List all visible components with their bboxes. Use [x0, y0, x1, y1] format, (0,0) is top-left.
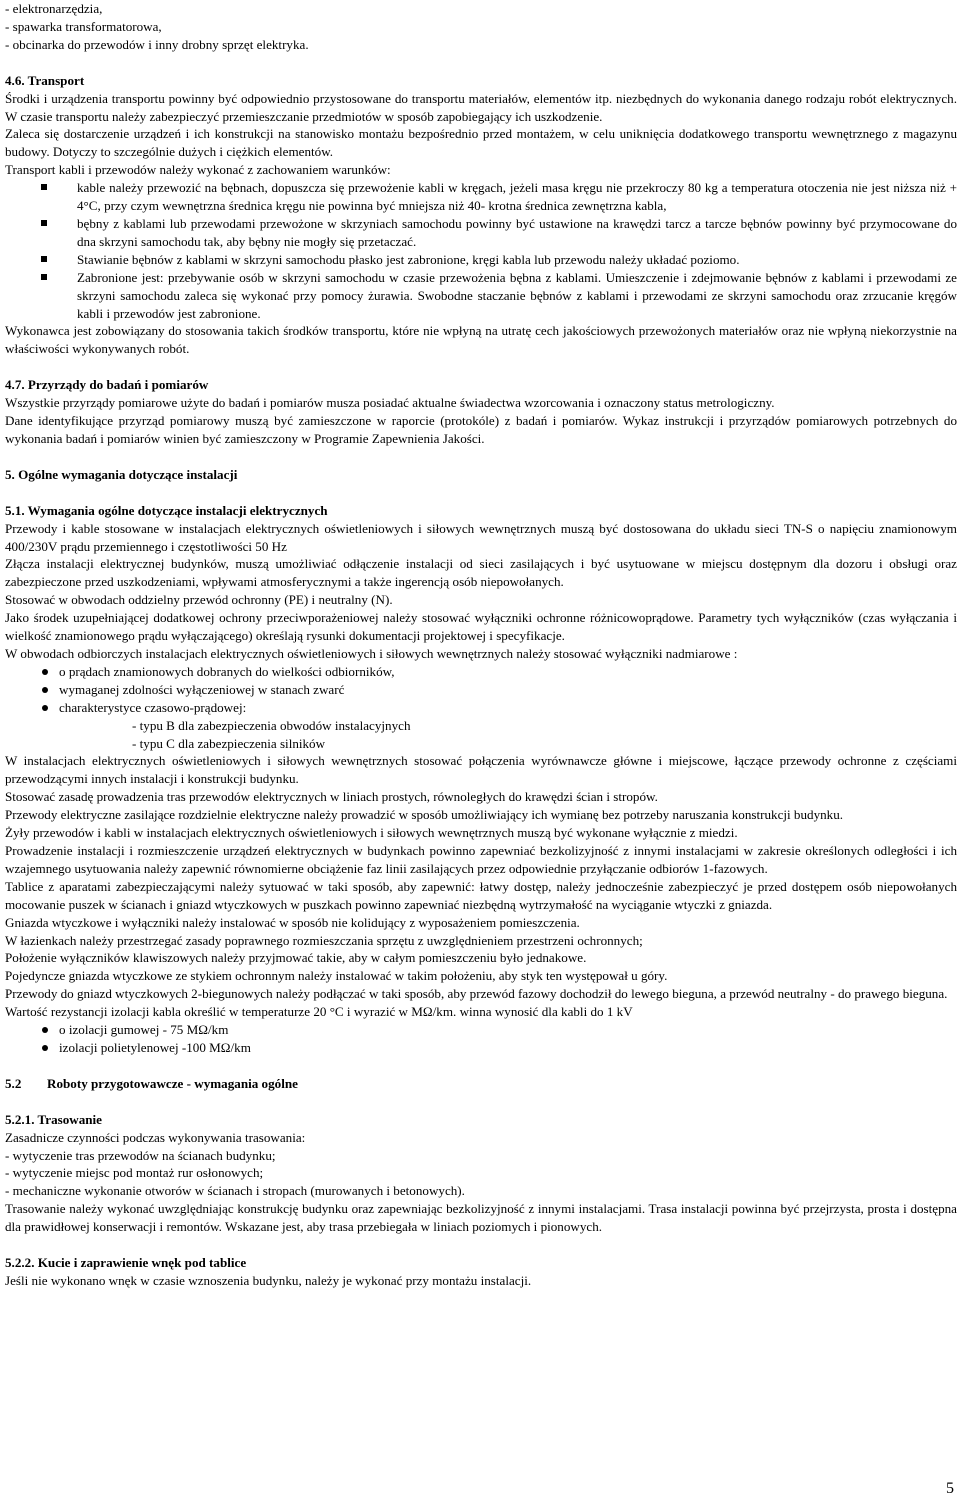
paragraph: W instalacjach elektrycznych oświetleniowych i siłowych wewnętrznych stosować połączenia wyrównawcze główne i miejscowe, łączące przewody ochronne z częściami przewodzącymi innych instalacji i konstrukcji budynku. [5, 753, 957, 787]
page-number: 5 [946, 1480, 954, 1497]
paragraph: Środki i urządzenia transportu powinny być odpowiednio przystosowane do transportu materiałów, elementów itp. niezbędnych do wykonania danego rodzaju robót elektrycznych. W czasie transportu należy zabezpieczyć przemieszczanie przedmiotów w sposób zapobiegający ich uszkodzenie. [5, 90, 957, 124]
section-heading-5-2-1: 5.2.1. Trasowanie [5, 1111, 102, 1127]
paragraph: Położenie wyłączników klawiszowych należy przyjmować takie, aby w całym pomieszczeniu było jednakowe. [5, 950, 587, 966]
paragraph: Wszystkie przyrządy pomiarowe użyte do badań i pomiarów musza posiadać aktualne świadectwa wzorcowania i oznaczony status metrologiczny. [5, 395, 775, 411]
paragraph: Wykonawca jest zobowiązany do stosowania takich środków transportu, które nie wpłyną na utratę cech jakościowych przewożonych materiałów oraz nie wpłyną niekorzystnie na właściwości wykonywanych robót. [5, 323, 957, 357]
paragraph: Złącza instalacji elektrycznej budynków, muszą umożliwiać odłączenie instalacji od sieci zasilających i być usytuowane w miejscu dostępnym dla dozoru i obsługi oraz zabezpieczone przed uszkodzeniami, wpływami atmosferycznymi a także ingerencją osób niepowołanych. [5, 556, 957, 590]
paragraph: Przewody elektryczne zasilające rozdzielnie elektryczne należy prowadzić w sposób umożliwiający ich wymianę bez potrzeby naruszania konstrukcji budynku. [5, 807, 844, 823]
list-item: Zabronione jest: przebywanie osób w skrzyni samochodu w czasie przewożenia bębna z kablami. Umieszczenie i zdejmowanie bębnów z kablami i przewodami ze skrzyni samochodu zaleca się wykonać przy pomocy żurawia. Swobodne staczanie bębnów z kablami i przewodami ze skrzyni samochodu oraz zrzucanie kręgów kabli i przewodów jest zabronione. [5, 269, 957, 323]
section-number: 5.2 [5, 1075, 22, 1091]
paragraph: Zasadnicze czynności podczas wykonywania trasowania: [5, 1129, 306, 1145]
insulation-values-list [5, 1021, 957, 1057]
list-item: - wytyczenie miejsc pod montaż rur osłonowych; [5, 1165, 264, 1181]
paragraph: W łazienkach należy przestrzegać zasady poprawnego rozmieszczania sprzętu z uwzględnieniem przestrzeni ochronnych; [5, 932, 643, 948]
list-item: Stawianie bębnów z kablami w skrzyni samochodu płasko jest zabronione, kręgi kabla lub przewodu należy układać poziomo. [5, 251, 957, 269]
paragraph: Wartość rezystancji izolacji kabla określić w temperaturze 20 °C i wyrazić w MΩ/km. winna wynosić dla kabli do 1 kV [5, 1004, 633, 1020]
paragraph: Pojedyncze gniazda wtyczkowe ze stykiem ochronnym należy instalować w takim położeniu, aby styk ten występował u góry. [5, 968, 668, 984]
section-heading-4-7: 4.7. Przyrządy do badań i pomiarów [5, 377, 209, 393]
list-item: charakterystyce czasowo-prądowej: [5, 699, 957, 717]
paragraph: Zaleca się dostarczenie urządzeń i ich konstrukcji na stanowisko montażu bezpośrednio przed montażem, w celu uniknięcia dodatkowego transportu wewnętrznego z magazynu budowy. Dotyczy to szczególnie dużych i ciężkich elementów. [5, 126, 957, 160]
top-list-item: - obcinarka do przewodów i inny drobny sprzęt elektryka. [5, 36, 309, 52]
list-item: wymaganej zdolności wyłączeniowej w stanach zwarć [5, 681, 957, 699]
list-item: o prądach znamionowych dobranych do wielkości odbiorników, [5, 663, 957, 681]
list-item: kable należy przewozić na bębnach, dopuszcza się przewożenie kabli w kręgach, jeżeli masa kręgu nie przekroczy 80 kg a temperatura otoczenia nie jest niższa niż + 4°C, przy czym wewnętrzna średnica kręgu nie powinna być mniejsza niż 40- krotna średnica zewnętrzna kabla, [5, 179, 957, 215]
paragraph: Transport kabli i przewodów należy wykonać z zachowaniem warunków: [5, 162, 391, 178]
paragraph: Dane identyfikujące przyrząd pomiarowy muszą być zamieszczone w raporcie (protokóle) z badań i pomiarów. Wykaz instrukcji i przyrządów pomiarowych potrzebnych do wykonania badań i pomiarów winien być zamieszczony w Programie Zapewnienia Jakości. [5, 413, 957, 446]
section-heading-5: 5. Ogólne wymagania dotyczące instalacji [5, 466, 238, 482]
paragraph: Trasowanie należy wykonać uwzględniając konstrukcję budynku oraz zapewniając bezkolizyjność z innymi instalacjami. Trasa instalacji powinna być przejrzysta, prosta i dostępna dla prawidłowej konserwacji i remontów. Wskazane jest, aby trasa przebiegała w liniach poziomych i pionowych. [5, 1201, 957, 1235]
paragraph: Jako środek uzupełniającej dodatkowej ochrony przeciwporażeniowej należy stosować wyłączniki ochronne różnicowoprądowe. Parametry tych wyłączników (czas wyłączania i wielkość znamionowego prądu wyłączającego) określają rysunki dokumentacji projektowej i specyfikacje. [5, 610, 957, 644]
paragraph: Gniazda wtyczkowe i wyłączniki należy instalować w sposób nie kolidujący z wyposażeniem pomieszczenia. [5, 914, 580, 930]
paragraph: Żyły przewodów i kabli w instalacjach elektrycznych oświetleniowych i siłowych wewnętrznych muszą być wykonane wyłącznie z miedzi. [5, 825, 738, 841]
paragraph: Prowadzenie instalacji i rozmieszczenie urządzeń elektrycznych w budynkach powinno zapewniać bezkolizyjność z innymi instalacjami w zakresie określonych odległości i ich wzajemnego usytuowania należy zapewnić równomierne obciążenie faz linii zasilających przez odpowiednie przyłączanie odbiorów 1-fazowych. [5, 842, 957, 876]
section-heading-4-6: 4.6. Transport [5, 72, 85, 88]
paragraph: Stosować zasadę prowadzenia tras przewodów elektrycznych w liniach prostych, równoległych do krawędzi ścian i stropów. [5, 789, 658, 805]
list-item: - mechaniczne wykonanie otworów w ścianach i stropach (murowanych i betonowych). [5, 1183, 465, 1199]
sub-list-item: - typu B dla zabezpieczenia obwodów instalacyjnych [132, 717, 411, 733]
section-title: Roboty przygotowawcze - wymagania ogólne [47, 1075, 298, 1091]
breaker-requirements-list [5, 663, 957, 717]
paragraph: W obwodach odbiorczych instalacjach elektrycznych oświetleniowych i siłowych wewnętrznych należy stosować wyłączniki nadmiarowe : [5, 646, 738, 661]
section-heading-5-1: 5.1. Wymagania ogólne dotyczące instalacji elektrycznych [5, 502, 328, 518]
paragraph: Stosować w obwodach oddzielny przewód ochronny (PE) i neutralny (N). [5, 592, 393, 608]
paragraph: Przewody i kable stosowane w instalacjach elektrycznych oświetleniowych i siłowych wewnętrznych muszą być dostosowana do układu sieci TN-S o napięciu znamionowym 400/230V prądu przemiennego i częstotliwości 50 Hz [5, 520, 957, 554]
top-list-item: - spawarka transformatorowa, [5, 18, 162, 34]
section-heading-5-2-2: 5.2.2. Kucie i zaprawienie wnęk pod tablice [5, 1255, 247, 1271]
top-list-item: - elektronarzędzia, [5, 1, 103, 16]
list-item: izolacji polietylenowej -100 MΩ/km [5, 1039, 957, 1057]
paragraph: Przewody do gniazd wtyczkowych 2-biegunowych należy podłączać w taki sposób, aby przewód fazowy dochodził do lewego bieguna, a przewód neutralny - do prawego bieguna. [5, 986, 948, 1002]
document-page [5, 0, 957, 1290]
section-heading-5-2 [5, 1075, 957, 1093]
list-item: o izolacji gumowej - 75 MΩ/km [5, 1021, 957, 1039]
transport-conditions-list [5, 179, 957, 322]
sub-list-item: - typu C dla zabezpieczenia silników [132, 735, 326, 751]
paragraph: Tablice z aparatami zabezpieczającymi należy sytuować w taki sposób, aby zapewnić: łatwy dostęp, należy jednocześnie zabezpieczyć je przed dostępem osób niepowołanych mocowanie puszek w ścianach i gniazd wtyczkowych w puszkach powinno zapewniać niezbędną wytrzymałość na wyciąganie wtyczki z gniazda. [5, 878, 957, 912]
list-item: - wytyczenie tras przewodów na ścianach budynku; [5, 1147, 276, 1163]
paragraph: Jeśli nie wykonano wnęk w czasie wznoszenia budynku, należy je wykonać przy montażu instalacji. [5, 1273, 532, 1288]
list-item: bębny z kablami lub przewodami przewożone w skrzyniach samochodu powinny być ustawione na krawędzi tarcz a tarcze bębnów powinny być przymocowane do dna skrzyni samochodu tak, aby bębny nie mogły się przetaczać. [5, 215, 957, 251]
